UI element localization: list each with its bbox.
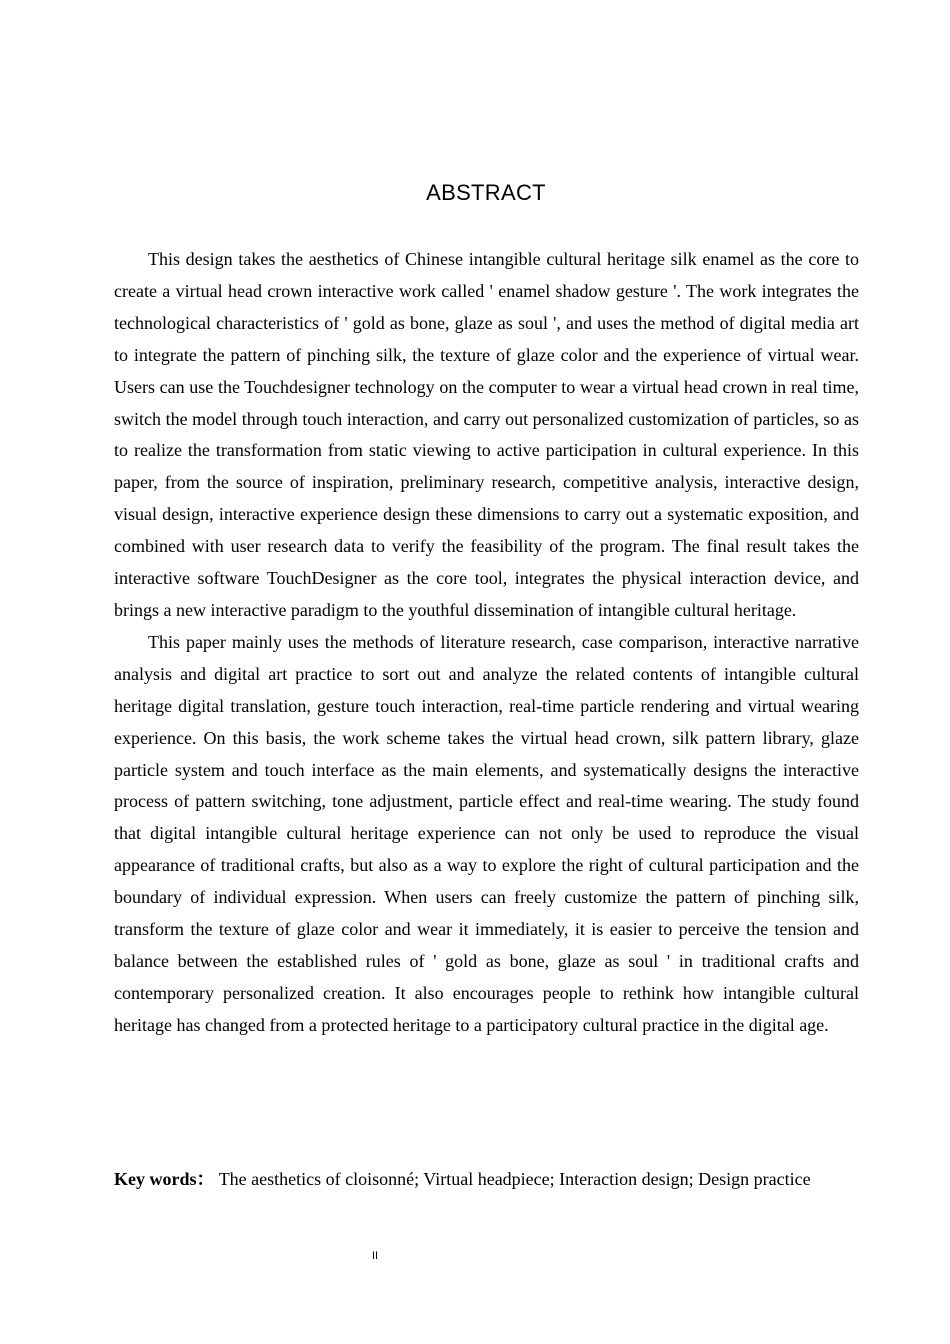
keywords-label: Key words： <box>114 1169 215 1189</box>
abstract-body <box>114 244 859 1042</box>
keywords-text: The aesthetics of cloisonné; Virtual headpiece; Interaction design; Design practice <box>218 1169 811 1189</box>
page-number: II <box>371 1250 379 1262</box>
abstract-paragraph-1: This design takes the aesthetics of Chinese intangible cultural heritage silk enamel as the core to create a virtual head crown interactive work called ' enamel shadow gesture '. The work integrates the technological characteristics of ' gold as bone, glaze as soul ', and uses the method of digital media art to integrate the pattern of pinching silk, the texture of glaze color and the experience of virtual wear. Users can use the Touchdesigner technology on the computer to wear a virtual head crown in real time, switch the model through touch interaction, and carry out personalized customization of particles, so as to realize the transformation from static viewing to active participation in cultural experience. In this paper, from the source of inspiration, preliminary research, competitive analysis, interactive design, visual design, interactive experience design these dimensions to carry out a systematic exposition, and combined with user research data to verify the feasibility of the program. The final result takes the interactive software TouchDesigner as the core tool, integrates the physical interaction device, and brings a new interactive paradigm to the youthful dissemination of intangible cultural heritage. <box>114 249 859 620</box>
abstract-title: ABSTRACT <box>426 180 546 205</box>
abstract-paragraph-2: This paper mainly uses the methods of literature research, case comparison, interactive narrative analysis and digital art practice to sort out and analyze the related contents of intangible cultural heritage digital translation, gesture touch interaction, real-time particle rendering and virtual wearing experience. On this basis, the work scheme takes the virtual head crown, silk pattern library, glaze particle system and touch interface as the main elements, and systematically designs the interactive process of pattern switching, tone adjustment, particle effect and real-time wearing. The study found that digital intangible cultural heritage experience can not only be used to reproduce the visual appearance of traditional crafts, but also as a way to explore the right of cultural participation and the boundary of individual expression. When users can freely customize the pattern of pinching silk, transform the texture of glaze color and wear it immediately, it is easier to perceive the tension and balance between the established rules of ' gold as bone, glaze as soul ' in traditional crafts and contemporary personalized creation. It also encourages people to rethink how intangible cultural heritage has changed from a protected heritage to a participatory cultural practice in the digital age. <box>114 631 859 1035</box>
keywords-line <box>114 1168 859 1190</box>
